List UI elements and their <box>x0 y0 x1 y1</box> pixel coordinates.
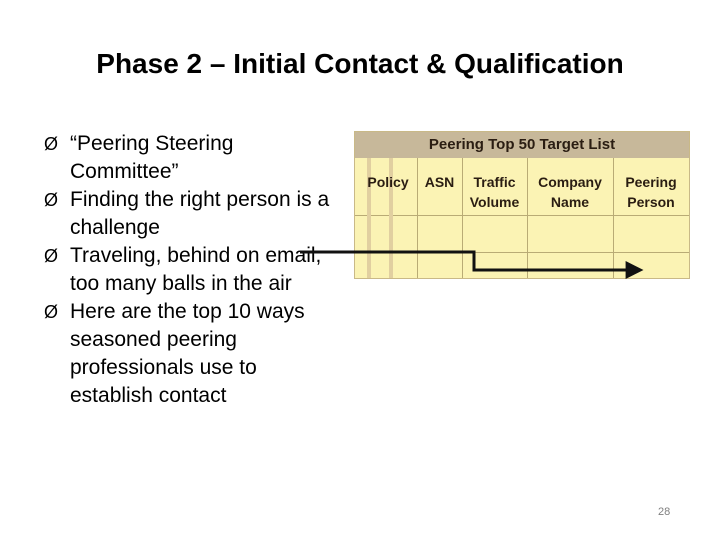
column-header-line: ASN <box>424 174 455 190</box>
bullet-item <box>44 130 344 186</box>
arrow-bullet-icon: Ø <box>44 190 59 210</box>
column-header-peering-person <box>613 172 689 212</box>
arrow-bullet-icon: Ø <box>44 246 59 266</box>
column-header-line: Company <box>538 174 602 190</box>
column-header-line: Name <box>550 194 590 210</box>
column-header-traffic-volume <box>462 172 527 212</box>
slide-number: 28 <box>658 506 671 518</box>
table-rule <box>355 252 689 253</box>
bullet-text: Traveling, behind on email, too many balls in the air <box>70 244 322 295</box>
column-header-line: Policy <box>367 174 409 190</box>
column-header-line: Person <box>627 194 675 210</box>
slide-title: Phase 2 – Initial Contact & Qualification <box>96 48 624 79</box>
column-header-line: Peering <box>625 174 677 190</box>
arrow-bullet-icon: Ø <box>44 302 59 322</box>
column-header-company-name <box>527 172 613 212</box>
bullet-text: Here are the top 10 ways seasoned peering professionals use to establish contact <box>70 300 305 407</box>
bullet-list <box>44 130 344 410</box>
target-list-table <box>355 158 689 278</box>
arrow-bullet-icon: Ø <box>44 134 59 154</box>
column-header-asn <box>417 172 462 192</box>
bullet-text: Finding the right person is a challenge <box>70 188 330 239</box>
column-header-policy <box>359 172 417 192</box>
target-list-card <box>354 131 690 279</box>
bullet-text: “Peering Steering Committee” <box>70 132 234 183</box>
target-list-title: Peering Top 50 Target List <box>355 132 689 158</box>
column-header-line: Traffic <box>473 174 516 190</box>
column-header-line: Volume <box>469 194 520 210</box>
table-rule <box>355 215 689 216</box>
bullet-item <box>44 298 344 410</box>
bullet-item <box>44 186 344 242</box>
bullet-item <box>44 242 344 298</box>
